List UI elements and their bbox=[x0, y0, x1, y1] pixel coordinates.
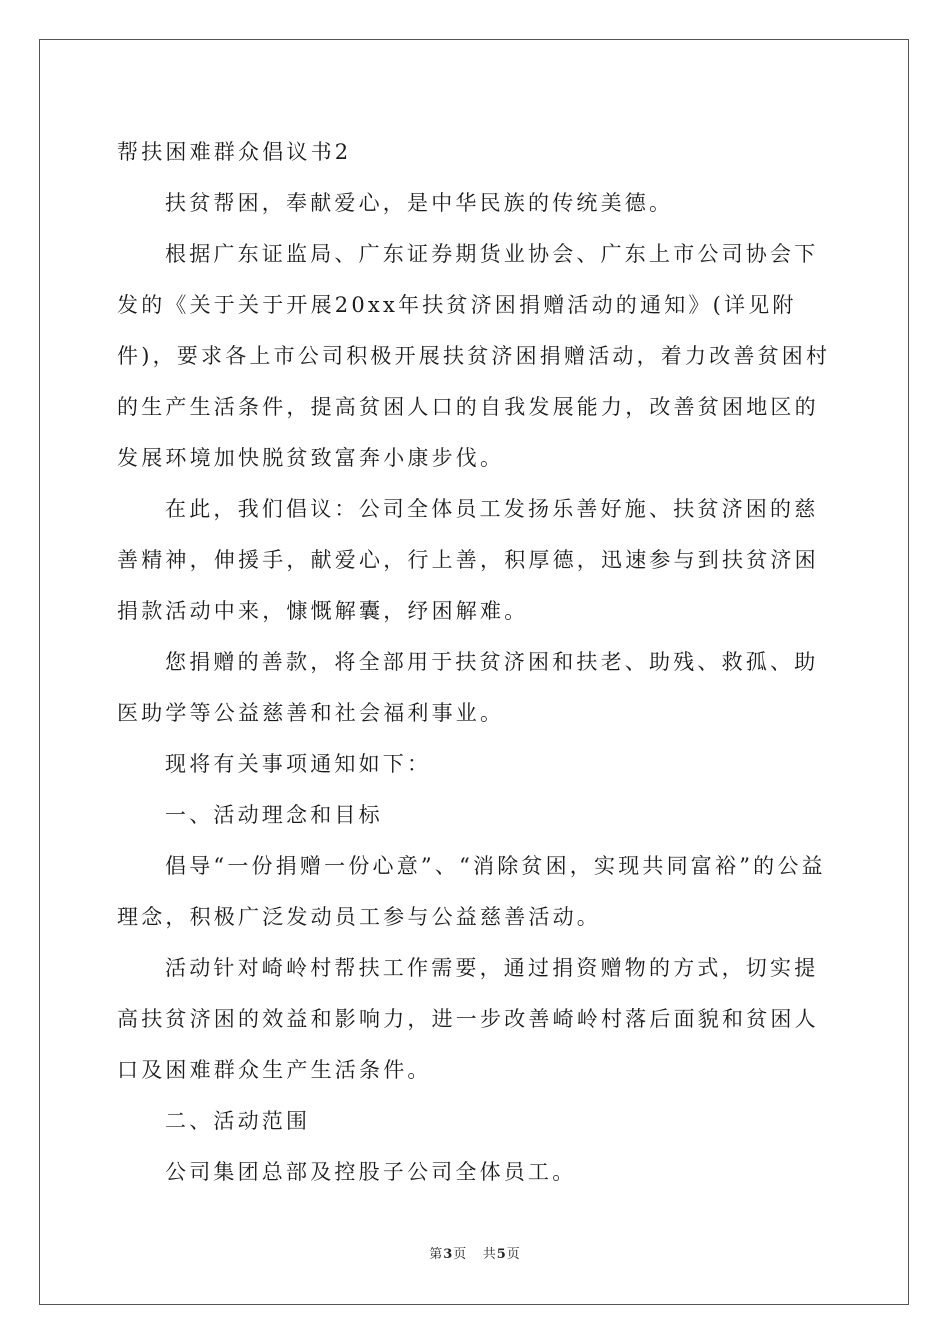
document-body bbox=[117, 127, 835, 1198]
current-page-number: 3 bbox=[443, 1247, 454, 1262]
paragraph-1: 扶贫帮困，奉献爱心，是中华民族的传统美德。 bbox=[165, 191, 674, 215]
paragraph-4: 您捐赠的善款，将全部用于扶贫济困和扶老、助残、救孤、助医助学等公益慈善和社会福利事业。 bbox=[117, 650, 819, 725]
total-prefix: 共 bbox=[482, 1247, 497, 1262]
paragraph-8: 公司集团总部及控股子公司全体员工。 bbox=[165, 1160, 577, 1184]
page-prefix: 第 bbox=[429, 1247, 444, 1262]
page-footer bbox=[0, 1243, 950, 1262]
document-title: 帮扶困难群众倡议书2 bbox=[117, 140, 352, 164]
paragraph-3: 在此，我们倡议：公司全体员工发扬乐善好施、扶贫济困的慈善精神，伸援手，献爱心，行上善，积厚德，迅速参与到扶贫济困捐款活动中来，慷慨解囊，纾困解难。 bbox=[117, 497, 819, 623]
page-suffix: 页 bbox=[453, 1247, 468, 1262]
total-page-count: 5 bbox=[496, 1247, 507, 1262]
total-suffix: 页 bbox=[506, 1247, 521, 1262]
section-heading-2: 二、活动范围 bbox=[165, 1109, 311, 1133]
section-heading-1: 一、活动理念和目标 bbox=[165, 803, 383, 827]
paragraph-6: 倡导“一份捐赠一份心意”、“消除贫困，实现共同富裕”的公益理念，积极广泛发动员工参与公益慈善活动。 bbox=[117, 854, 826, 929]
paragraph-7: 活动针对崎岭村帮扶工作需要，通过捐资赠物的方式，切实提高扶贫济困的效益和影响力，进一步改善崎岭村落后面貌和贫困人口及困难群众生产生活条件。 bbox=[117, 956, 819, 1082]
paragraph-2: 根据广东证监局、广东证券期货业协会、广东上市公司协会下发的《关于关于开展20xx年扶贫济困捐赠活动的通知》(详见附件)，要求各上市公司积极开展扶贫济困捐赠活动，着力改善贫困村的生产生活条件，提高贫困人口的自我发展能力，改善贫困地区的发展环境加快脱贫致富奔小康步伐。 bbox=[117, 242, 831, 470]
paragraph-5: 现将有关事项通知如下： bbox=[165, 752, 432, 776]
